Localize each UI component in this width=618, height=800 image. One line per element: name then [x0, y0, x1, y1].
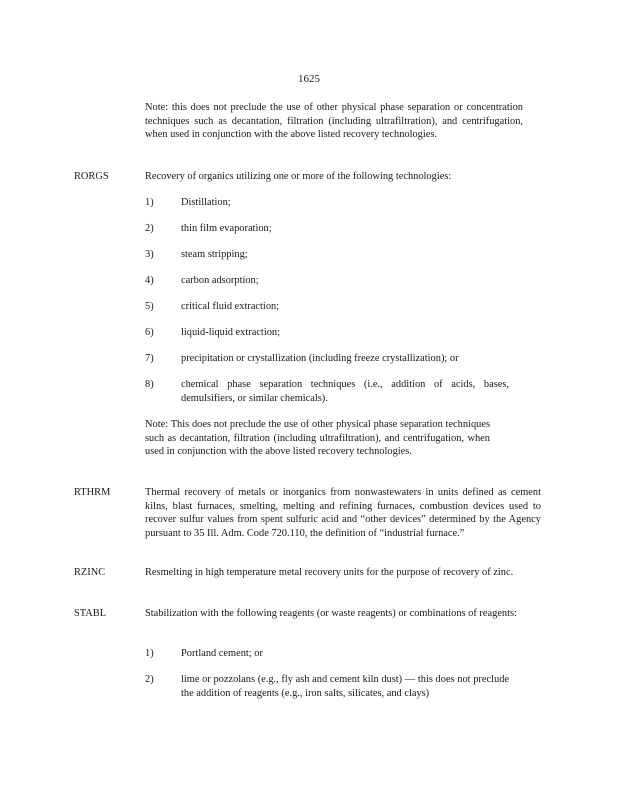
stabl-item-2-number: 2)	[145, 674, 154, 685]
rorgs-item-5-number: 5)	[145, 301, 154, 312]
rorgs-item-7-text: precipitation or crystallization (including freeze crystallization); or	[181, 353, 459, 364]
stabl-item-2-text: lime or pozzolans (e.g., fly ash and cement kiln dust) — this does not preclude the addition of reagents (e.g., iron salts, silicates, and clays)	[181, 674, 509, 699]
stabl-item-1-text: Portland cement; or	[181, 648, 263, 659]
rorgs-item-1-text: Distillation;	[181, 197, 231, 208]
page-number: 1625	[298, 73, 320, 85]
code-rorgs: RORGS	[74, 171, 109, 182]
note-top: Note: this does not preclude the use of other physical phase separation or concentration techniques such as decantation, filtration (including ultrafiltration), and centrifugation, when used in conjunction with the above listed recovery technologies.	[145, 102, 523, 141]
rzinc-text: Resmelting in high temperature metal recovery units for the purpose of recovery of zinc.	[145, 567, 514, 578]
rorgs-item-3-text: steam stripping;	[181, 249, 248, 260]
rorgs-item-7-number: 7)	[145, 353, 154, 364]
stabl-intro: Stabilization with the following reagents (or waste reagents) or combinations of reagents:	[145, 608, 517, 619]
rorgs-intro: Recovery of organics utilizing one or more of the following technologies:	[145, 171, 452, 182]
code-rzinc: RZINC	[74, 567, 106, 578]
rorgs-item-1-number: 1)	[145, 197, 154, 208]
stabl-item-1-number: 1)	[145, 648, 154, 659]
rorgs-item-6-number: 6)	[145, 327, 154, 338]
code-stabl: STABL	[74, 608, 107, 619]
rorgs-item-2-text: thin film evaporation;	[181, 223, 272, 234]
rorgs-note: Note: This does not preclude the use of other physical phase separation techniques such as decantation, filtration (including ultrafiltration), and centrifugation, when used in conjunction with the above listed recovery technologies.	[145, 419, 490, 458]
rorgs-item-4-text: carbon adsorption;	[181, 275, 259, 286]
rthrm-text: Thermal recovery of metals or inorganics from nonwastewaters in units defined as cement kilns, blast furnaces, smelting, melting and refining furnaces, combustion devices used to recover sulfur values from spent sulfuric acid and “other devices” determined by the Agency pursuant to 35 Ill. Adm. Code 720.110, the definition of “industrial furnace.”	[145, 487, 541, 539]
rorgs-item-2-number: 2)	[145, 223, 154, 234]
rorgs-item-6-text: liquid-liquid extraction;	[181, 327, 280, 338]
rorgs-item-8-number: 8)	[145, 379, 154, 390]
code-rthrm: RTHRM	[74, 487, 111, 498]
rorgs-item-3-number: 3)	[145, 249, 154, 260]
rorgs-item-8-text: chemical phase separation techniques (i.e., addition of acids, bases, demulsifiers, or similar chemicals).	[181, 379, 509, 404]
rorgs-item-4-number: 4)	[145, 275, 154, 286]
rorgs-item-5-text: critical fluid extraction;	[181, 301, 280, 312]
